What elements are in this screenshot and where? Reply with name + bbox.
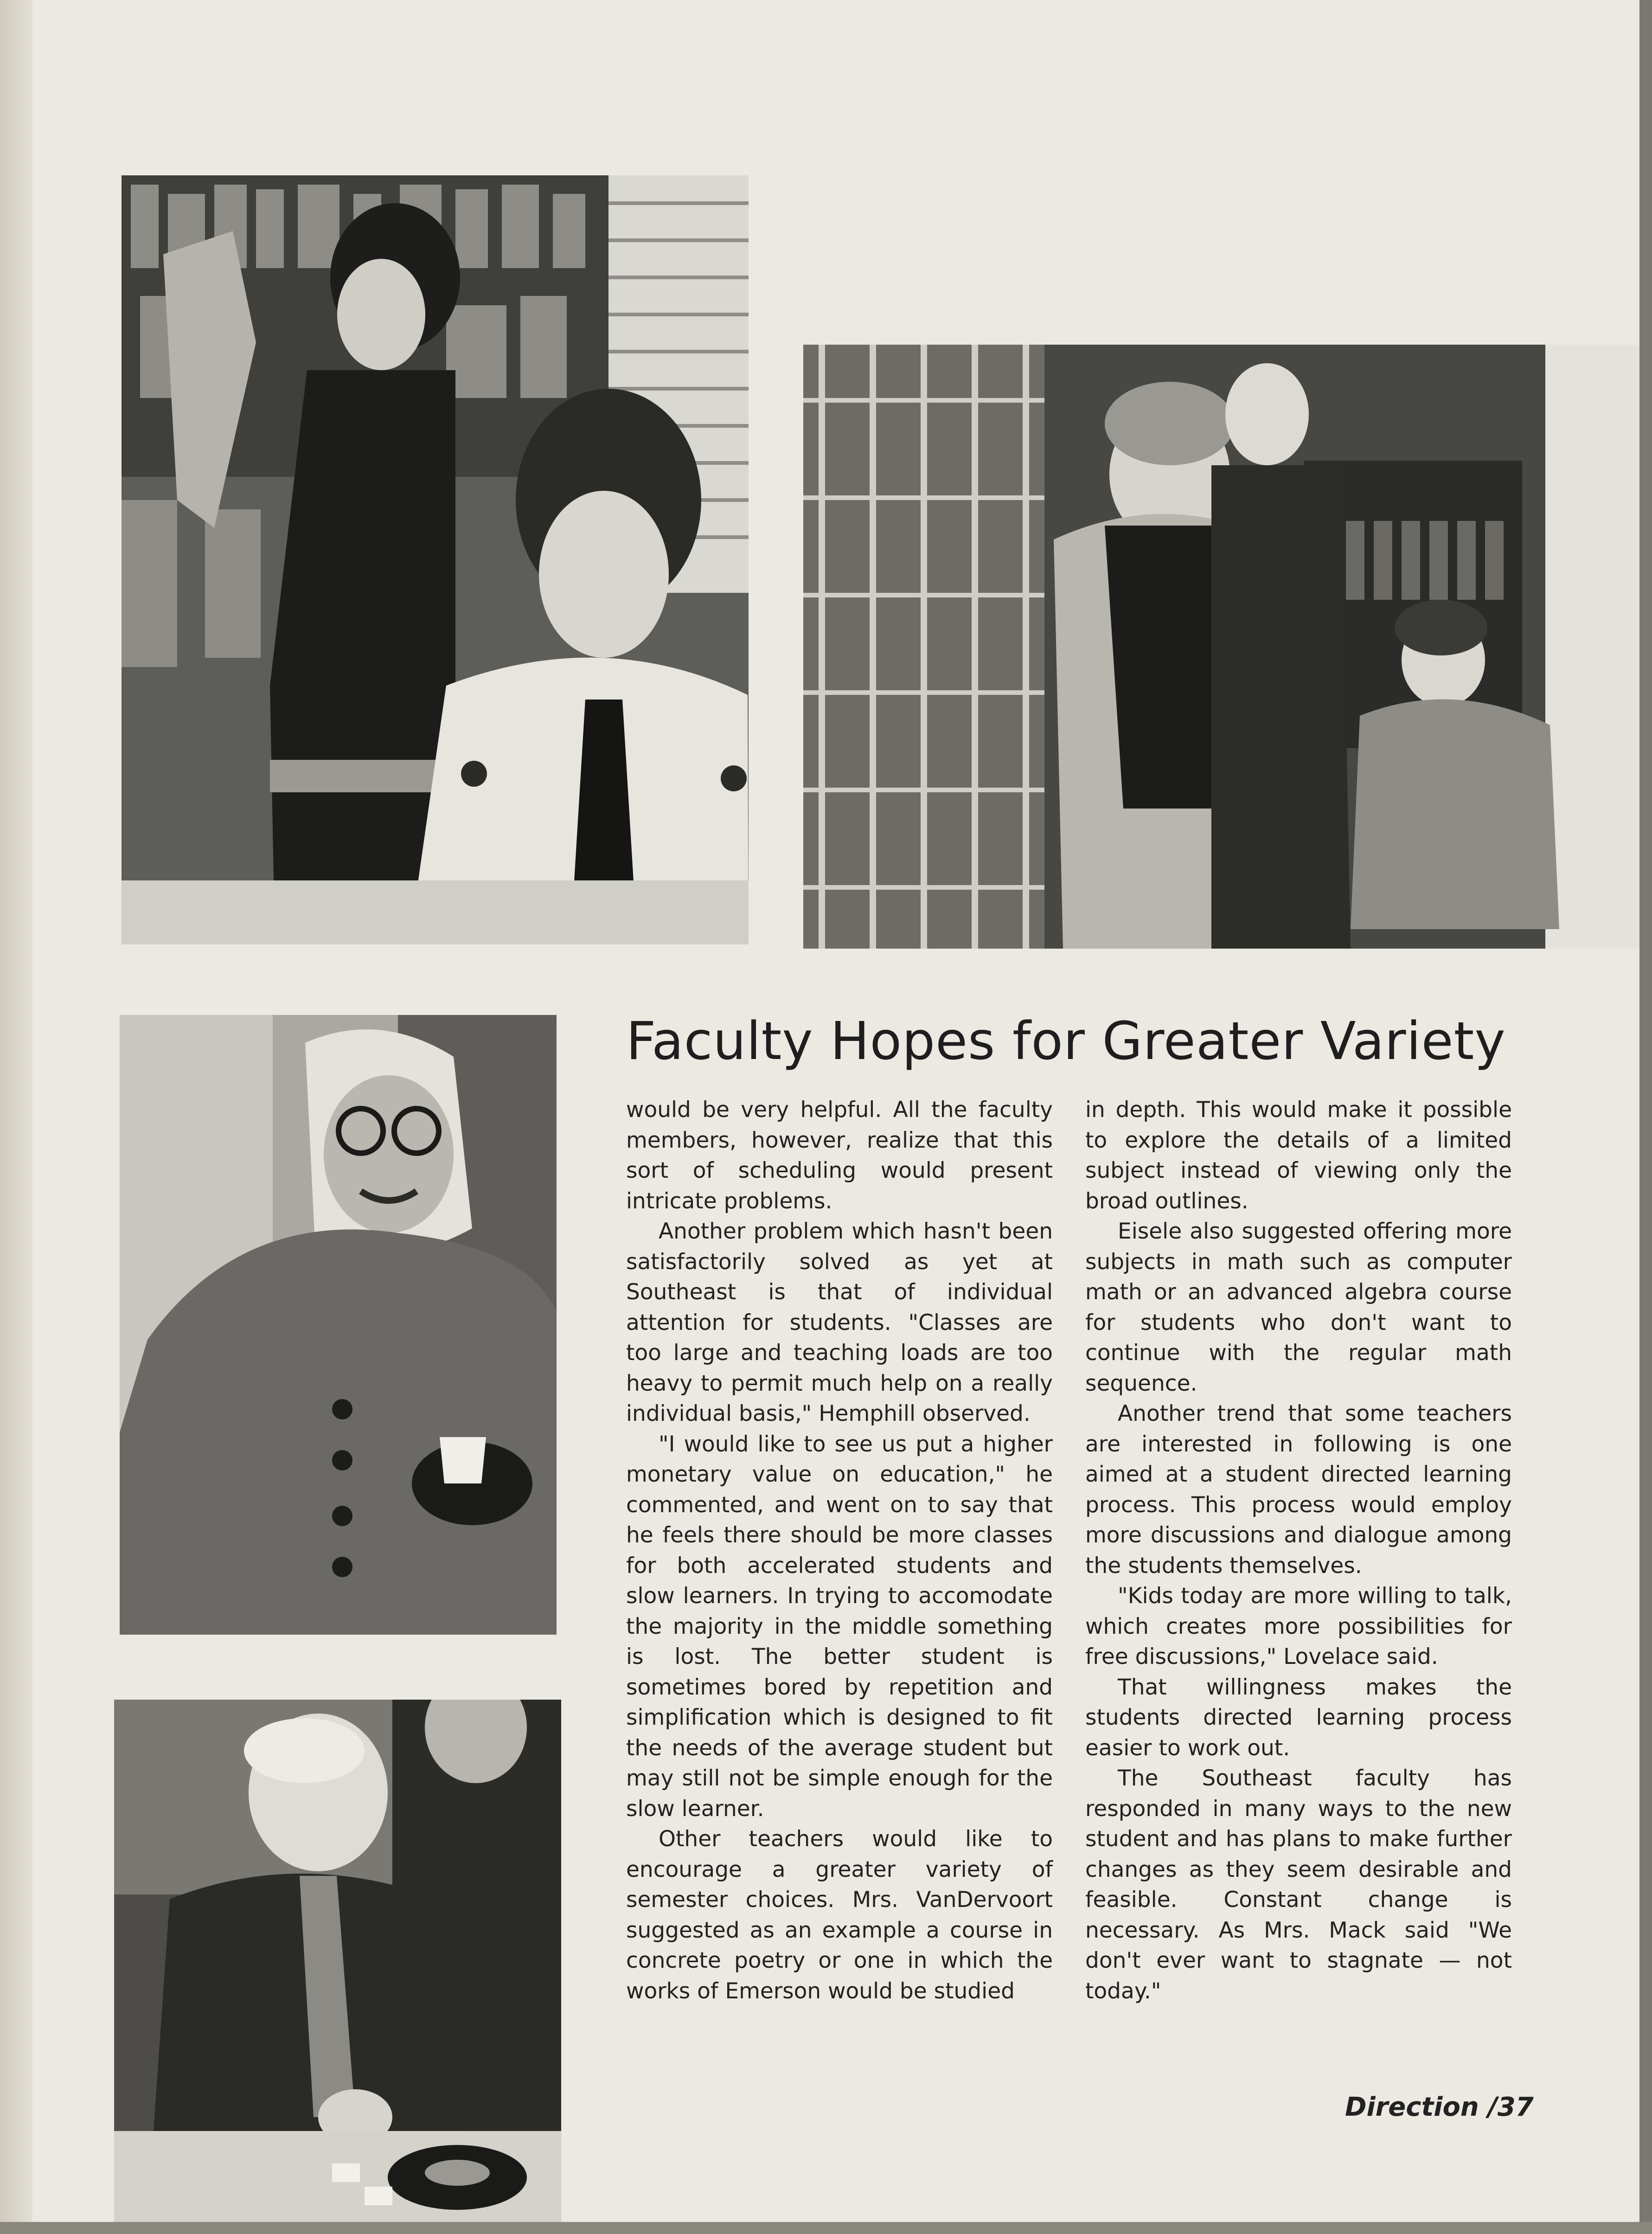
paragraph: That willingness makes the students directed learning process easier to work out. <box>1085 1674 1512 1761</box>
paragraph: would be very helpful. All the faculty members, however, realize that this sort of scheduling would present intricate problems. <box>626 1097 1053 1214</box>
paragraph: Another trend that some teachers are interested in following is one aimed at a student directed learning process. This process would employ more discussions and dialogue among the students themselves. <box>1085 1401 1512 1579</box>
paragraph: Another problem which hasn't been satisfactorily solved as yet at Southeast is that of individual attention for students. "Classes are too large and teaching loads are too heavy to permit much help on a really individual basis," Hemphill observed. <box>626 1219 1053 1426</box>
paragraph: "I would like to see us put a higher monetary value on education," he commented, and went on to say that he feels there should be more classes for both accelerated students and slow learners. In trying to accomodate the majority in the middle something is lost. The better student is sometimes bored by repetition and simplification which is designed to fit the needs of the average student but may still not be simple enough for the slow learner. <box>626 1431 1053 1822</box>
paragraph: in depth. This would make it possible to explore the details of a limited subject instead of viewing only the broad outlines. <box>1085 1097 1512 1214</box>
paragraph: Eisele also suggested offering more subjects in math such as computer math or an advanced algebra course for students who don't want to continue with the regular math sequence. <box>1085 1219 1512 1396</box>
article-column-2 <box>1085 1095 1512 2006</box>
paragraph: "Kids today are more willing to talk, which creates more possibilities for free discussions," Lovelace said. <box>1085 1583 1512 1669</box>
photo-man-in-hood <box>120 1015 557 1635</box>
paragraph: Other teachers would like to encourage a greater variety of semester choices. Mrs. VanDervoort suggested as an example a course in concrete poetry or one in which the works of Emerson would be studied <box>626 1826 1053 2004</box>
page-bottom-edge <box>0 2222 1652 2234</box>
page-right-edge <box>1639 0 1652 2234</box>
photo-library-stacks-group <box>803 345 1639 949</box>
article-headline: Faculty Hopes for Greater Variety <box>626 1011 1506 1072</box>
page-spine-shadow <box>0 0 32 2234</box>
article-column-1 <box>626 1095 1053 2006</box>
paragraph: The Southeast faculty has responded in many ways to the new student and has plans to make further changes as they seem desirable and feasible. Constant change is necessary. As Mrs. Mack said "We don't ever want to stagnate — not today." <box>1085 1765 1512 2004</box>
page-folio: Direction /37 <box>1345 2092 1534 2122</box>
photo-library-two-women <box>122 175 749 944</box>
photo-man-at-table <box>114 1700 561 2224</box>
